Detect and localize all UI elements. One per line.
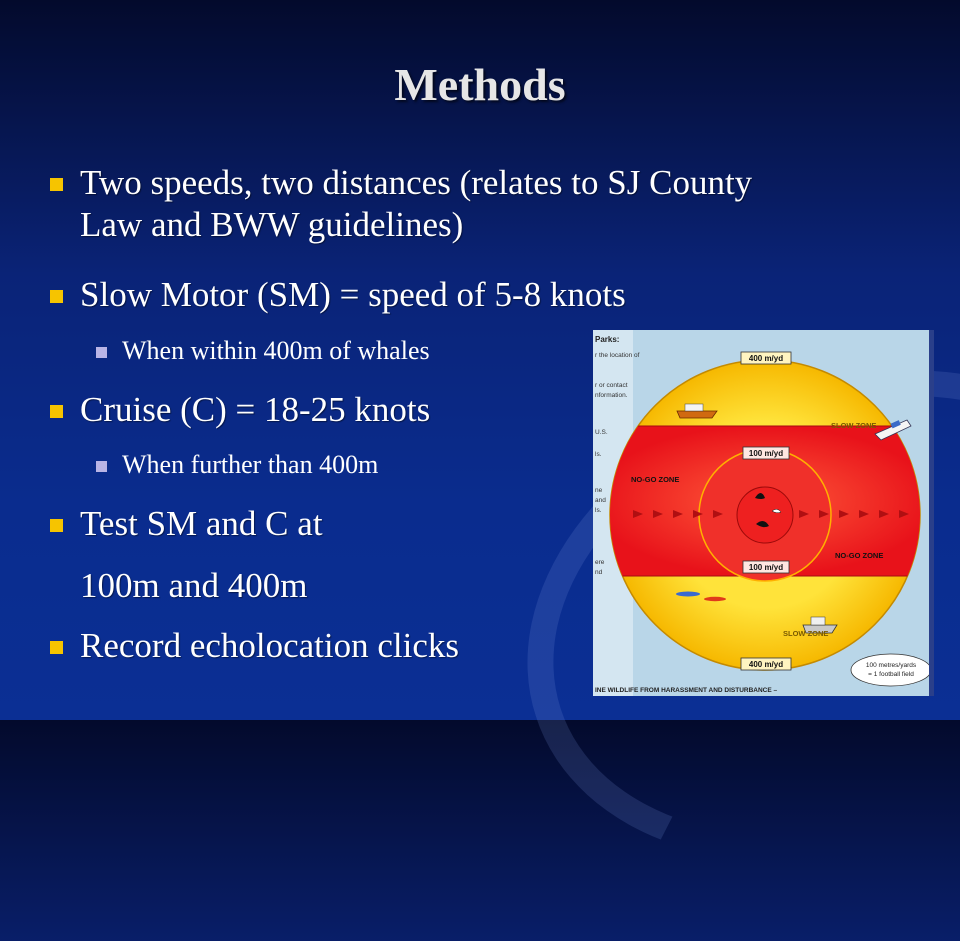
bullet-text-line: Two speeds, two distances (relates to SJ County [80,163,753,202]
no-go-zone-label: NO-GO ZONE [631,475,680,484]
figure-side-text: nformation. [595,392,628,399]
sub-bullet-marker-icon [96,461,107,472]
bullet-text: Record echolocation clicks [80,626,460,665]
figure-side-text: r or contact [595,382,628,389]
figure-side-text: nd [595,569,603,576]
distance-label-text: 100 m/yd [748,449,784,458]
whale-center-circle [737,487,793,543]
bullet-marker-icon [50,519,63,532]
bullet-text: Slow Motor (SM) = speed of 5-8 knots [80,275,626,314]
bullet-text: Test SM and C at [80,504,323,543]
bullet-text: 100m and 400m [80,566,308,605]
figure-side-text: ere [595,559,605,566]
distance-label-text: 400 m/yd [748,354,784,363]
slow-zone-label: SLOW ZONE [831,421,877,430]
bullet-marker-icon [50,178,63,191]
figure-side-text: r the location of [595,352,640,359]
bullet-item [80,503,323,545]
sub-bullet-item [122,449,378,481]
slow-zone-label: SLOW ZONE [783,629,829,638]
distance-label-100-bottom [743,561,789,573]
distance-label-text: 100 m/yd [748,563,784,572]
legend-oval [851,654,931,686]
figure-side-text: and [595,497,606,504]
no-go-zone-label: NO-GO ZONE [835,551,884,560]
distance-label-400-bottom [741,658,791,670]
legend-text: = 1 football field [868,671,914,678]
bullet-continuation [80,565,307,607]
distance-label-text: 400 m/yd [748,660,784,669]
bullet-item [80,625,459,667]
whale-zone-diagram [593,330,934,696]
bullet-item [80,274,626,316]
bullet-marker-icon [50,290,63,303]
slide-title: Methods [394,59,566,110]
bullet-marker-icon [50,641,63,654]
bullet-item [80,389,430,431]
bullet-text-line: Law and BWW guidelines) [80,205,464,244]
figure-side-text: ls. [595,451,602,458]
figure-side-text: ls. [595,507,602,514]
bullet-item [80,162,920,246]
distance-label-100-top [743,447,789,459]
sub-bullet-text: When within 400m of whales [122,336,430,365]
figure-side-text: U.S. [595,429,608,436]
sub-bullet-item [122,335,430,367]
bullet-marker-icon [50,405,63,418]
figure-caption: INE WILDLIFE FROM HARASSMENT AND DISTURBANCE – [595,687,778,694]
figure-side-text: ne [595,487,603,494]
sub-bullet-text: When further than 400m [122,450,379,479]
legend-text: 100 metres/yards [865,662,917,669]
bullet-text: Cruise (C) = 18-25 knots [80,390,431,429]
figure-side-text: Parks: [595,335,620,344]
sub-bullet-marker-icon [96,347,107,358]
distance-label-400-top [741,352,791,364]
